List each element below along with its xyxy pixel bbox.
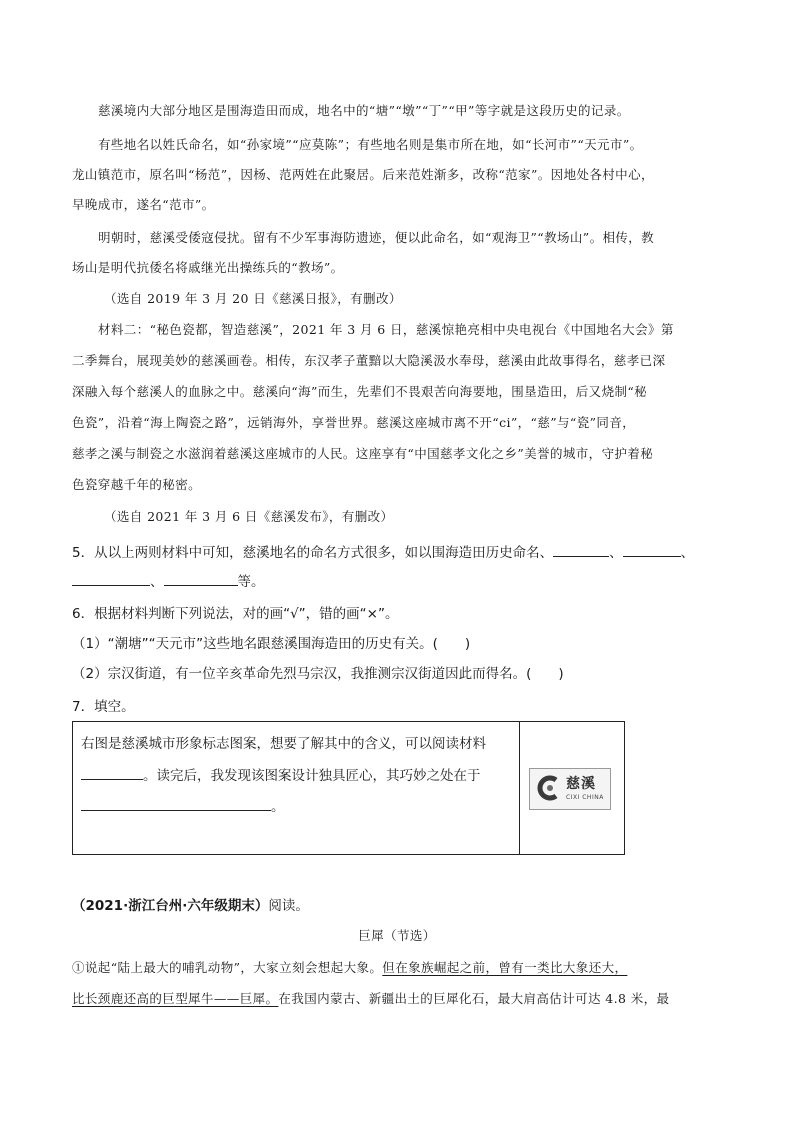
question5-separator: 、 <box>609 545 623 561</box>
question5-blank-2[interactable] <box>623 542 681 557</box>
question6-item2: （2）宗汉街道，有一位辛亥革命先烈马宗汉，我推测宗汉街道因此而得名。( ) <box>72 666 564 682</box>
question6-title: 6．根据材料判断下列说法，对的画“√”，错的画“×”。 <box>72 606 399 622</box>
source-tag: （2021·浙江台州·六年级期末） <box>72 898 269 914</box>
cixi-logo-chinese: 慈溪 <box>566 776 596 792</box>
material1-source: （选自 2019 年 3 月 20 日《慈溪日报》，有删改） <box>104 291 402 306</box>
material2-line4: 色瓷”，沿着“海上陶瓷之路”，远销海外，享誉世界。慈溪这座城市离不开“ci”，“慈”与“瓷”同音， <box>72 415 636 430</box>
cixi-logo-english: CIXI CHINA <box>566 794 604 801</box>
question7-line3-end: 。 <box>271 799 285 815</box>
question5-line2 <box>72 571 265 592</box>
cixi-logo <box>529 768 611 810</box>
question7-blank-material[interactable] <box>81 765 143 780</box>
material1-paragraph3-line2: 场山是明代抗倭名将戚继光出操练兵的“教场”。 <box>72 260 344 275</box>
material2-line2: 二季舞台，展现美妙的慈溪画卷。相传，东汉孝子董黯以大隐溪汲水奉母，慈溪由此故事得名，慈孝已深 <box>72 353 666 368</box>
material1-paragraph2-line2: 龙山镇范市，原名叫“杨范”，因杨、范两姓在此聚居。后来范姓渐多，改称“范家”。因地处各村中心， <box>72 167 654 182</box>
passage-text: ①说起“陆上最大的哺乳动物”，大家立刻会想起大象。 <box>72 960 383 975</box>
question5-text: 5．从以上两则材料中可知，慈溪地名的命名方式很多，如以围海造田历史命名、 <box>72 545 554 561</box>
question5-end: 等。 <box>237 574 265 590</box>
table-divider <box>519 722 520 854</box>
next-header <box>72 896 309 916</box>
question5-separator: 、 <box>680 545 695 561</box>
question5-line1 <box>72 542 694 563</box>
material2-line3: 深融入每个慈溪人的血脉之中。慈溪向“海”而生，先辈们不畏艰苦向海要地，围垦造田，后又烧制“秘 <box>72 384 648 399</box>
material1-paragraph2-line3: 早晚成市，遂名“范市”。 <box>72 197 215 212</box>
read-label: 阅读。 <box>268 898 309 914</box>
passage-underlined-text: 比长颈鹿还高的巨型犀牛——巨犀。 <box>72 991 279 1006</box>
question5-blank-3[interactable] <box>72 571 150 586</box>
question7-line2-text: 。读完后，我发现该图案设计独具匠心，其巧妙之处在于 <box>143 768 481 784</box>
question7-line3 <box>81 796 285 817</box>
material2-line5: 慈孝之溪与制瓷之水滋润着慈溪这座城市的人民。这座享有“中国慈孝文化之乡”美誉的城市，守护着秘 <box>72 446 654 461</box>
cixi-logo-icon <box>536 775 562 801</box>
question7-blank-answer[interactable] <box>81 796 271 811</box>
question5-blank-1[interactable] <box>553 542 609 557</box>
material2-line6: 色瓷穿越千年的秘密。 <box>72 477 202 492</box>
material1-paragraph2-line1: 有些地名以姓氏命名，如“孙家境”“应莫陈”；有些地名则是集市所在地，如“长河市”“天元市”。 <box>98 137 643 152</box>
passage-paragraph1-line1 <box>72 958 627 978</box>
passage-title-row <box>0 926 794 946</box>
question5-separator: 、 <box>150 574 164 590</box>
question7-line1: 右图是慈溪城市形象标志图案，想要了解其中的含义，可以阅读材料 <box>81 736 486 752</box>
question7-table <box>72 721 625 855</box>
question5-blank-4[interactable] <box>164 571 238 586</box>
material2-line1: 材料二：“秘色瓷都，智造慈溪”，2021 年 3 月 6 日，慈溪惊艳亮相中央电视台《中国地名大会》第 <box>98 322 674 337</box>
material1-paragraph1: 慈溪境内大部分地区是围海造田而成，地名中的“塘”“墩”“丁”“甲”等字就是这段历史的记录。 <box>98 103 630 118</box>
question6-item1: （1）“潮塘”“天元市”这些地名跟慈溪围海造田的历史有关。( ) <box>72 636 471 652</box>
passage-underlined-text: 但在象族崛起之前，曾有一类比大象还大， <box>382 960 628 975</box>
passage-paragraph1-line2 <box>72 989 669 1009</box>
material2-source: （选自 2021 年 3 月 6 日《慈溪发布》，有删改） <box>104 509 394 524</box>
passage-text: 在我国内蒙古、新疆出土的巨犀化石，最大肩高估计可达 4.8 米，最 <box>278 991 670 1006</box>
passage-title: 巨犀（节选） <box>358 928 436 943</box>
material1-paragraph3-line1: 明朝时，慈溪受倭寇侵扰。留有不少军事海防遗迹，便以此命名，如“观海卫”“教场山”。相传，教 <box>98 230 655 245</box>
question7-title: 7．填空。 <box>72 699 135 715</box>
question7-line2 <box>81 765 481 786</box>
